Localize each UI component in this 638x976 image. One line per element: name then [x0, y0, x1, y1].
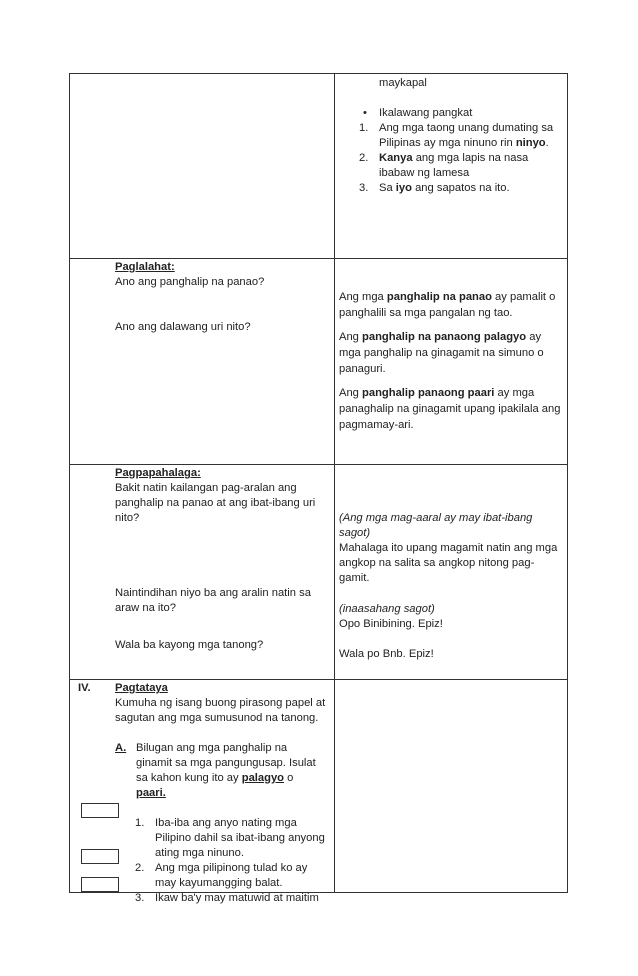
section-heading: Pagpapahalaga:	[115, 467, 201, 479]
list-item: 3. Sa iyo ang sapatos na ito.	[359, 182, 510, 194]
row-pagtataya	[70, 680, 568, 893]
section-number: IV.	[78, 682, 91, 694]
question-text: Wala ba kayong mga tanong?	[115, 639, 264, 651]
bullet-item	[359, 106, 561, 121]
answer-text: Ang panghalip panaong paari ay mga panaghalip na ginagamit upang ipakilala ang pagmamay-ari.	[339, 387, 561, 431]
keyword-paari: paari.	[136, 787, 166, 799]
quiz-item: 3. Ikaw ba'y may matuwid at maitim	[135, 892, 319, 904]
row2-left-cell	[70, 259, 335, 465]
row2-right-cell	[335, 259, 568, 465]
bullet-icon: •	[363, 107, 367, 119]
answer-box-1[interactable]	[81, 803, 119, 818]
answer-box-3[interactable]	[81, 877, 119, 892]
bullet-text: Ikalawang pangkat	[379, 107, 473, 119]
answer-text: Wala po Bnb. Epiz!	[339, 648, 434, 660]
row1-left-cell	[70, 74, 335, 259]
quiz-item: 1. Iba-iba ang anyo nating mga Pilipino dahil sa ibat-ibang anyong ating mga ninuno.	[135, 817, 325, 859]
part-label: A.	[115, 742, 127, 754]
highlight-term: panghalip panaong paari	[362, 387, 495, 399]
answer-text: Mahalaga ito upang magamit natin ang mga angkop na salita sa angkop nitong pag-gamit.	[339, 542, 558, 584]
keyword-palagyo: palagyo	[241, 772, 285, 784]
highlight-term: panghalip na panao	[386, 291, 492, 303]
highlight-word: Kanya	[379, 152, 413, 164]
section-heading: Paglalahat:	[115, 261, 175, 273]
row1-right-cell	[335, 74, 568, 259]
section-title: IV. Pagtataya	[78, 682, 168, 694]
question-text: Ano ang panghalip na panao?	[115, 276, 265, 288]
example-list	[359, 121, 561, 196]
instruction-text: Kumuha ng isang buong pirasong papel at sagutan ang mga sumusunod na tanong.	[115, 697, 326, 724]
row-pagpapahalaga	[70, 465, 568, 680]
lesson-plan-table	[69, 73, 568, 904]
row4-right-cell	[335, 680, 568, 893]
answer-text: Ang panghalip na panaong palagyo ay mga panghalip na ginagamit na simuno o panaguri.	[339, 331, 544, 375]
question-text: Naintindihan niyo ba ang aralin natin sa araw na ito?	[115, 587, 311, 614]
row-continuation	[70, 74, 568, 259]
question-text: Ano ang dalawang uri nito?	[115, 321, 251, 333]
row3-right-cell	[335, 465, 568, 680]
teacher-note: (Ang mga mag-aaral ay may ibat-ibang sagot)	[339, 512, 533, 539]
answer-box-2[interactable]	[81, 849, 119, 864]
teacher-note: (inaasahang sagot)	[339, 603, 435, 615]
part-a: A. Bilugan ang mga panghalip na ginamit sa mga pangungusap. Isulat sa kahon kung ito ay palagyo o paari.	[115, 742, 316, 799]
highlight-word: ninyo	[515, 137, 546, 149]
list-item: 2. Kanya ang mga lapis na nasa ibabaw ng lamesa	[359, 152, 529, 179]
row4-left-cell	[70, 680, 335, 904]
answer-text: Ang mga panghalip na panao ay pamalit o panghalili sa mga pangalan ng tao.	[339, 291, 556, 319]
row-paglalahat	[70, 259, 568, 465]
highlight-term: panghalip na panaong palagyo	[362, 331, 527, 343]
top-word: maykapal	[379, 77, 427, 89]
list-item: 1. Ang mga taong unang dumating sa Pilipinas ay mga ninuno rin ninyo.	[359, 122, 554, 149]
row3-left-cell	[70, 465, 335, 680]
answer-text: Opo Binibining. Epiz!	[339, 618, 443, 630]
highlight-word: iyo	[395, 182, 412, 194]
quiz-list	[115, 816, 326, 906]
quiz-item: 2. Ang mga pilipinong tulad ko ay may kayumangging balat.	[135, 862, 308, 889]
question-text: Bakit natin kailangan pag-aralan ang panghalip na panao at ang ibat-ibang uri nito?	[115, 482, 316, 524]
